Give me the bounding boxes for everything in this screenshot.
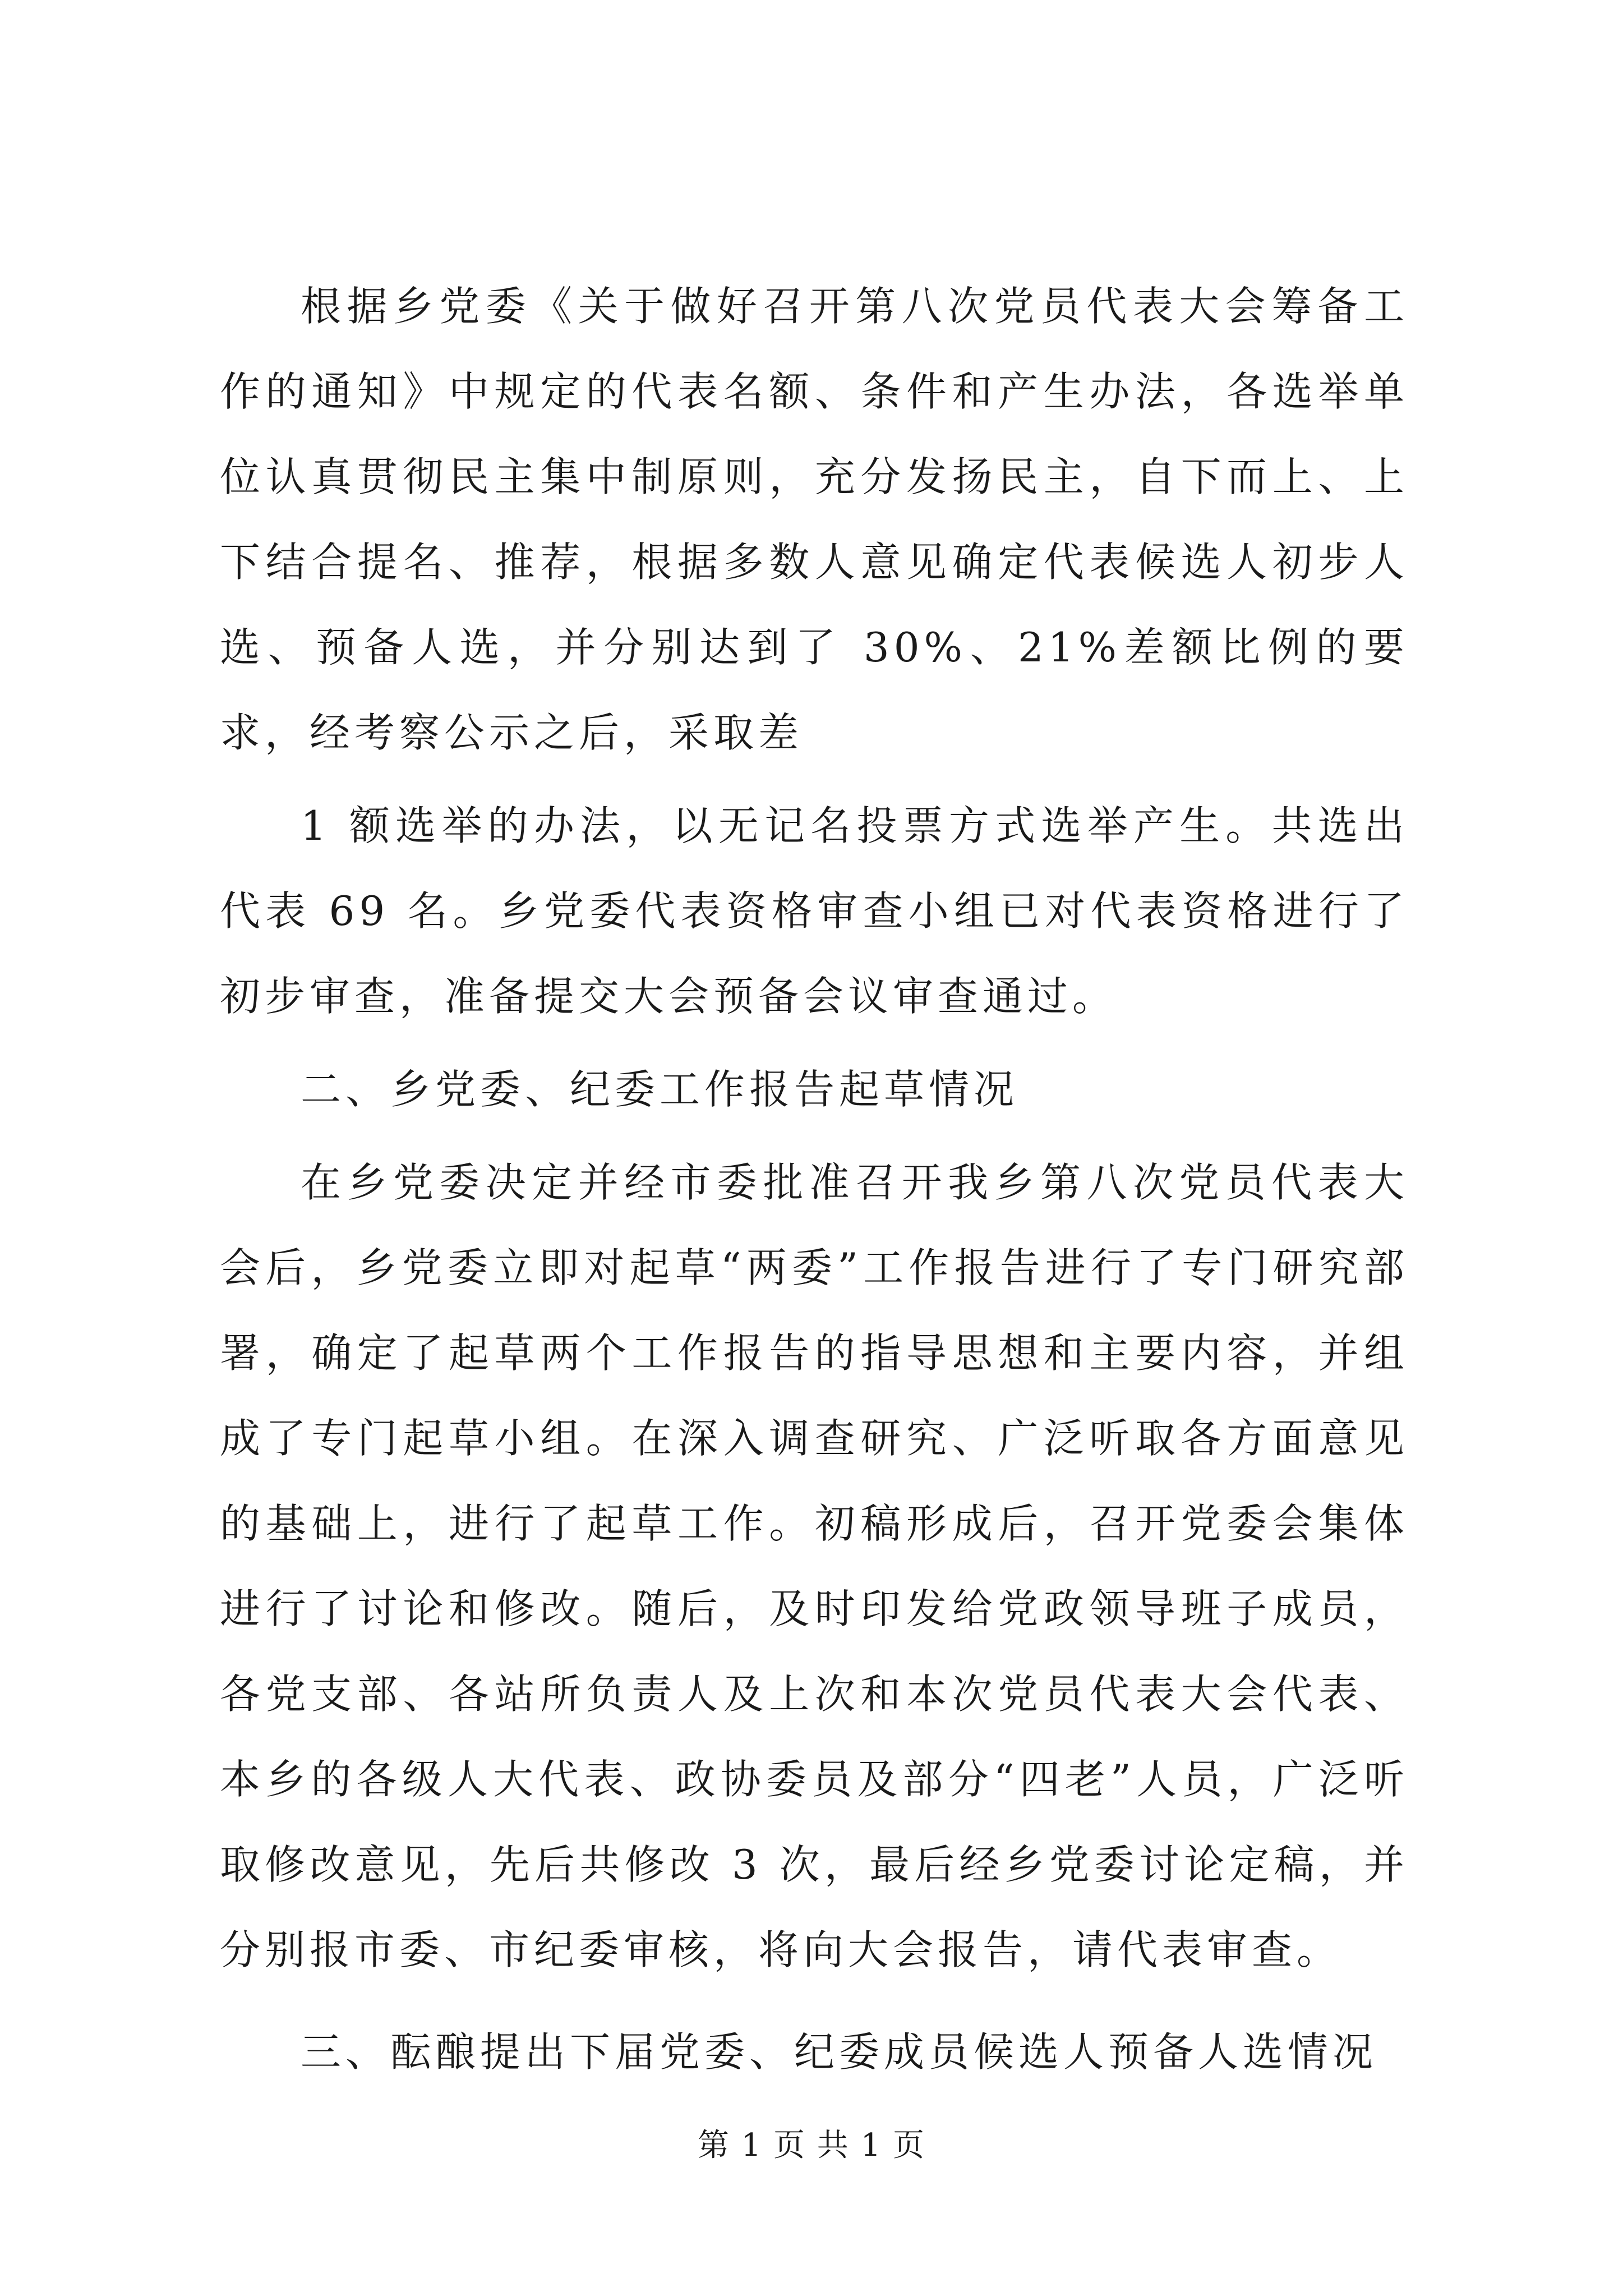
paragraph-candidate-selection: 根据乡党委《关于做好召开第八次党员代表大会筹备工作的通知》中规定的代表名额、条件和产生办法，各选举单位认真贯彻民主集中制原则，充分发扬民主，自下而上、上下结合提名、推荐，根据多数人意见确定代表候选人初步人选、预备人选，并分别达到了 30%、21%差额比例的要求，经考察公示之后，采取差 <box>220 283 1409 756</box>
section-heading-report-drafting: 二、乡党委、纪委工作报告起草情况 <box>301 1066 1019 1113</box>
paragraph-report-drafting: 在乡党委决定并经市委批准召开我乡第八次党员代表大会后，乡党委立即对起草“两委”工作报告进行了专门研究部署，确定了起草两个工作报告的指导思想和主要内容，并组成了专门起草小组。在深入调查研究、广泛听取各方面意见的基础上，进行了起草工作。初稿形成后，召开党委会集体进行了讨论和修改。随后，及时印发给党政领导班子成员，各党支部、各站所负责人及上次和本次党员代表大会代表、本乡的各级人大代表、政协委员及部分“四老”人员，广泛听取修改意见，先后共修改 3 次，最后经乡党委讨论定稿，并分别报市委、市纪委审核，将向大会报告，请代表审查。 <box>220 1159 1409 1973</box>
page-footer: 第 1 页 共 1 页 <box>697 2127 926 2164</box>
section-heading-candidate-nomination: 三、酝酿提出下届党委、纪委成员候选人预备人选情况 <box>301 2028 1378 2076</box>
paragraph-election-result: 1 额选举的办法，以无记名投票方式选举产生。共选出代表 69 名。乡党委代表资格审查小组已对代表资格进行了初步审查，准备提交大会预备会议审查通过。 <box>220 802 1409 1020</box>
document-body <box>220 264 1409 2095</box>
